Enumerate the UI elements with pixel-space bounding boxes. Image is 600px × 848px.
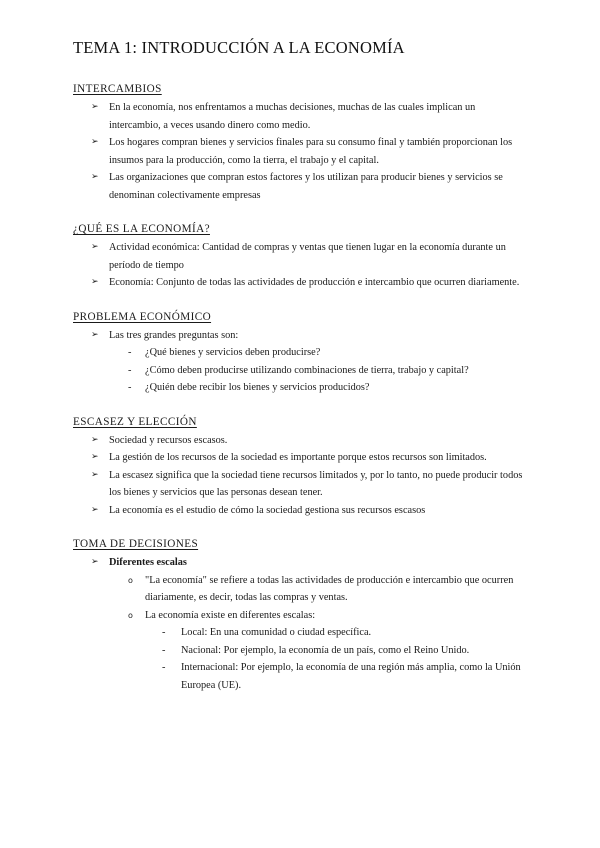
list-item: ➢ Diferentes escalas [73,554,528,572]
arrow-bullet-icon: ➢ [91,504,99,515]
list-item: ➢ Las tres grandes preguntas son: [73,327,528,345]
list-item: ➢ En la economía, nos enfrentamos a muchas decisiones, muchas de las cuales implican un intercambio, a veces usando dinero como medio. [73,99,528,134]
list-item: o La economía existe en diferentes escalas: [73,607,528,625]
list-problema [73,327,528,397]
arrow-bullet-icon: ➢ [91,469,99,480]
list-item: ➢ La gestión de los recursos de la sociedad es importante porque estos recursos son limitados. [73,449,528,467]
arrow-bullet-icon: ➢ [91,557,99,567]
list-item: ➢ La escasez significa que la sociedad tiene recursos limitados y, por lo tanto, no puede producir todos los bienes y servicios que las personas desean tener. [73,467,528,502]
section-title-que-es: ¿QUÉ ES LA ECONOMÍA? [73,223,210,235]
list-item: - Local: En una comunidad o ciudad específica. [73,624,528,642]
list-escasez [73,432,528,520]
list-item: - ¿Cómo deben producirse utilizando combinaciones de tierra, trabajo y capital? [73,362,528,380]
arrow-bullet-icon: ➢ [91,277,99,287]
section-intercambios [73,82,528,204]
document-title: TEMA 1: INTRODUCCIÓN A LA ECONOMÍA [73,38,405,57]
dash-bullet-icon: - [128,382,132,393]
arrow-bullet-icon: ➢ [91,102,99,112]
section-que-es [73,222,528,292]
dash-bullet-icon: - [128,347,132,358]
list-item: ➢ Los hogares compran bienes y servicios finales para su consumo final y también proporcionan los insumos para la producción, como la tierra, el trabajo y el capital. [73,134,528,169]
dash-bullet-icon: - [162,644,166,656]
section-toma [73,537,528,694]
list-toma [73,554,528,694]
list-item: - ¿Quién debe recibir los bienes y servicios producidos? [73,379,528,397]
arrow-bullet-icon: ➢ [91,329,99,340]
list-item: - Nacional: Por ejemplo, la economía de un país, como el Reino Unido. [73,642,528,660]
circle-bullet-icon: o [128,610,133,620]
list-item: ➢ Sociedad y recursos escasos. [73,432,528,450]
dash-bullet-icon: - [128,364,132,376]
list-item: ➢ La economía es el estudio de cómo la sociedad gestiona sus recursos escasos [73,502,528,520]
list-item: ➢ Actividad económica: Cantidad de compras y ventas que tienen lugar en la economía durante un período de tiempo [73,239,528,274]
list-item: o "La economía" se refiere a todas las actividades de producción e intercambio que ocurren diariamente, es decir, todas las compras y ventas. [73,572,528,607]
section-problema [73,310,528,397]
list-intercambios [73,99,528,204]
section-title-problema: PROBLEMA ECONÓMICO [73,310,212,323]
arrow-bullet-icon: ➢ [91,172,99,182]
list-item: - ¿Qué bienes y servicios deben producirse? [73,344,528,362]
section-title-intercambios: INTERCAMBIOS [73,83,162,95]
list-item: - Internacional: Por ejemplo, la economía de una región más amplia, como la Unión Europea (UE). [73,659,528,694]
dash-bullet-icon: - [162,662,166,673]
section-title-escasez: ESCASEZ Y ELECCIÓN [73,415,197,428]
section-escasez [73,415,528,520]
circle-bullet-icon: o [128,575,133,585]
list-que-es [73,239,528,292]
list-item: ➢ Las organizaciones que compran estos factores y los utilizan para producir bienes y servicios se denominan colectivamente empresas [73,169,528,204]
arrow-bullet-icon: ➢ [91,242,99,252]
arrow-bullet-icon: ➢ [91,452,99,462]
dash-bullet-icon: - [162,627,166,638]
arrow-bullet-icon: ➢ [91,434,99,445]
arrow-bullet-icon: ➢ [91,137,99,147]
list-item: ➢ Economía: Conjunto de todas las actividades de producción e intercambio que ocurren diariamente. [73,274,528,292]
section-title-toma: TOMA DE DECISIONES [73,538,199,550]
